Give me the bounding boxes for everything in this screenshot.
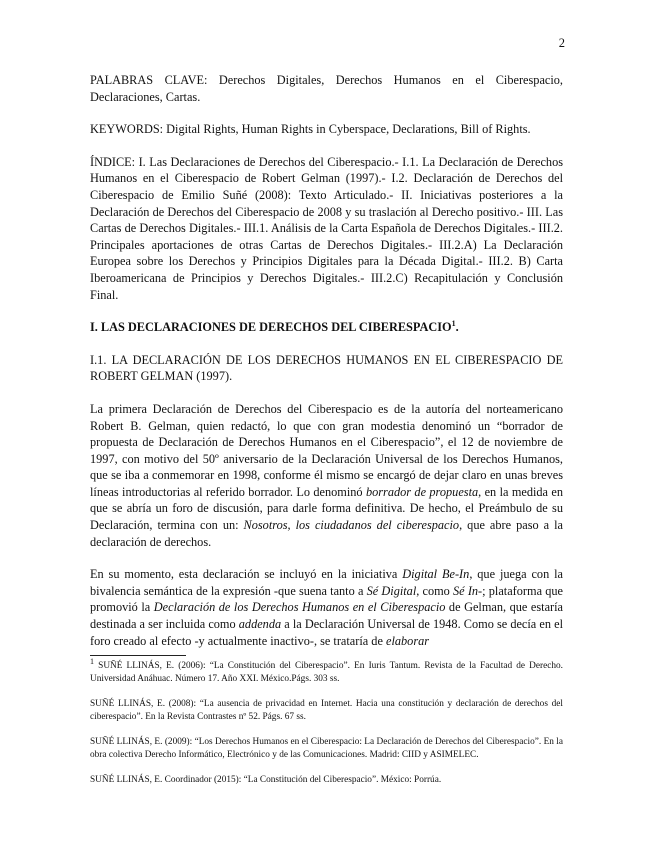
paragraph-text: , que juega con la bivalencia semántica de la expresión -que suena tanto a — [90, 567, 563, 598]
paragraph-2 — [90, 566, 563, 649]
paragraph-text: En su momento, esta declaración se incluyó en la iniciativa — [90, 567, 403, 582]
paragraph-text: La primera Declaración de Derechos del Ciberespacio es de la autoría del norteamericano Robert B. Gelman, quien redactó, lo que con gran modestia denominó un “borrador de propuesta de Declaración de Derechos Humanos en el Ciberespacio”, el 12 de noviembre de 1997, con motivo del 50º aniversario de la Declaración Universal de los Derechos Humanos, que se iba a conmemorar en 1998, conforme él mismo se encargó de dejar claro en unas breves líneas introductorias al referido borrador. Lo denominó — [90, 401, 563, 499]
page-number: 2 — [558, 36, 565, 50]
paragraph-text: de Gelman, que estaría destinada a ser incluida como — [90, 600, 563, 632]
paragraph-text: , que abre paso a la declaración de derechos. — [90, 518, 563, 549]
paragraph-text: , como — [416, 583, 454, 598]
section-heading-period: . — [455, 320, 459, 335]
italic-text: elaborar — [386, 633, 430, 648]
footnote-reference: 1 — [451, 319, 456, 329]
italic-text: Digital Be-In — [402, 567, 470, 582]
footnote-text: SUÑÉ LLINÁS, E. (2006): “La Constitución del Ciberespacio”. En Iuris Tantum. Revista de la Facultad de Derecho. Universidad Anáhuac. Número 17. Año XXI. México.Págs. 303 ss. — [90, 661, 563, 685]
footnote-separator — [90, 655, 186, 656]
italic-text: addenda — [238, 617, 282, 632]
paragraph-text: ; plataforma que promovió la — [90, 583, 563, 615]
subsection-heading: I.1. LA DECLARACIÓN DE LOS DERECHOS HUMANOS EN EL CIBERESPACIO DE ROBERT GELMAN (1997). — [90, 352, 563, 384]
italic-text: Sé In- — [453, 583, 483, 598]
paragraph-text: , en la medida en que se abría un foro de discusión, para darle forma definitiva. De hecho, el Preámbulo de su Declaración, termina con un: — [90, 484, 563, 533]
footnote-reference-2015: SUÑÉ LLINÁS, E. Coordinador (2015): “La Constitución del Ciberespacio”. México: Porrúa. — [90, 775, 442, 786]
keywords-english: KEYWORDS: Digital Rights, Human Rights in Cyberspace, Declarations, Bill of Rights. — [90, 122, 531, 137]
paragraph-text: a la Declaración Universal de 1948. Como se decía en el foro creado al efecto -y actualmente inactivo-, se trataría de — [90, 617, 563, 648]
footnotes — [90, 657, 563, 787]
footnote-reference-2009: SUÑÉ LLINÁS, E. (2009): “Los Derechos Humanos en el Ciberespacio: La Declaración de Derechos del Ciberespacio”. En la obra colectiva Derecho Informático, Electrónico y de las Comunicaciones. Madrid: CIID y ASIMELEC. — [90, 737, 563, 761]
italic-text: Declaración de los Derechos Humanos en el Ciberespacio — [153, 600, 446, 615]
section-heading — [90, 319, 563, 336]
table-of-contents: ÍNDICE: I. Las Declaraciones de Derechos del Ciberespacio.- I.1. La Declaración de Derechos Humanos en el Ciberespacio de Robert Gelman (1997).- I.2. Declaración de Derechos del Ciberespacio de Emilio Suñé (2008): Texto Articulado.- II. Iniciativas posteriores a la Declaración de Derechos del Ciberespacio de 2008 y su traslación al Derecho positivo.- III. Las Cartas de Derechos Digitales.- III.1. Análisis de la Carta Española de Derechos Digitales.- III.2. Principales aportaciones de otras Cartas de Derechos Digitales.- III.2.A) La Declaración Europea sobre los Derechos y Principios Digitales para la Década Digital.- III.2. B) Carta Iberoamericana de Principios y Derechos Digitales.- III.2.C) Recapitulación y Conclusión Final. — [90, 154, 563, 302]
italic-text: Nosotros, los ciudadanos del ciberespacio — [243, 518, 460, 533]
footnote-marker: 1 — [90, 657, 94, 667]
page-content — [90, 72, 563, 787]
footnote-reference-2008: SUÑÉ LLINÁS, E. (2008): “La ausencia de privacidad en Internet. Hacia una constitución y declaración de derechos del ciberespacio”. En la Revista Contrastes nº 52. Págs. 67 ss. — [90, 699, 563, 723]
paragraph-1 — [90, 401, 563, 550]
italic-text: borrador de propuesta — [365, 484, 479, 499]
section-heading-text: I. LAS DECLARACIONES DE DERECHOS DEL CIBERESPACIO — [90, 320, 452, 335]
italic-text: Sé Digital — [366, 583, 417, 598]
keywords-spanish: PALABRAS CLAVE: Derechos Digitales, Derechos Humanos en el Ciberespacio, Declaraciones, Cartas. — [90, 73, 563, 104]
footnote-1 — [90, 657, 563, 686]
